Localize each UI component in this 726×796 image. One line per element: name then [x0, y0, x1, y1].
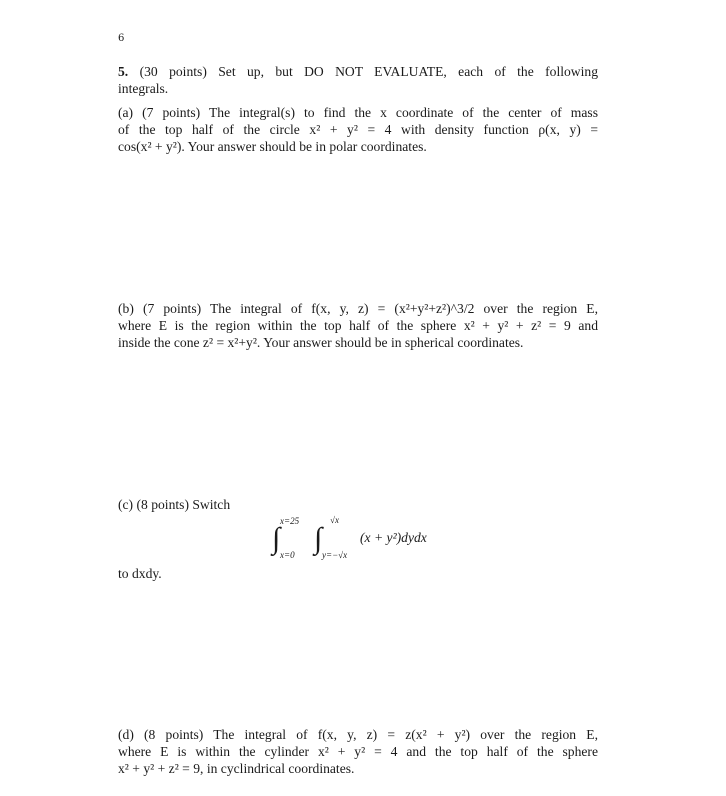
part-d — [118, 726, 598, 777]
problem-number: 5. — [118, 64, 129, 79]
part-d-line-3: x² + y² + z² = 9, in cyclindrical coordinates. — [118, 761, 355, 776]
part-d-line-1: (d) (8 points) The integral of f(x, y, z) = z(x² + y²) over the region E, — [118, 727, 598, 742]
part-c-intro — [118, 496, 598, 513]
part-a-line-1: (a) (7 points) The integral(s) to find the x coordinate of the center of mass — [118, 105, 598, 120]
inner-integral-sign: ∫ — [314, 522, 323, 555]
part-b-line-1: (b) (7 points) The integral of f(x, y, z) = (x²+y²+z²)^3/2 over the region E, — [118, 301, 598, 316]
part-d-line-2: where E is within the cylinder x² + y² = 4 and the top half of the sphere — [118, 744, 598, 759]
part-a-line-3: cos(x² + y²). Your answer should be in polar coordinates. — [118, 139, 427, 154]
part-c-line-2: to dxdy. — [118, 566, 162, 581]
part-b-line-3: inside the cone z² = x²+y². Your answer should be in spherical coordinates. — [118, 335, 524, 350]
part-c-outro — [118, 565, 598, 582]
part-a — [118, 104, 598, 155]
page-number: 6 — [118, 33, 125, 44]
outer-upper-limit: x=25 — [280, 516, 300, 526]
inner-lower-limit: y=−√x — [322, 550, 348, 560]
double-integral — [268, 512, 468, 564]
part-c-line-1: (c) (8 points) Switch — [118, 497, 231, 512]
problem-intro-line-1 — [118, 63, 598, 80]
part-b — [118, 300, 598, 351]
outer-integral-sign: ∫ — [272, 522, 281, 555]
part-b-line-2: where E is the region within the top half of the sphere x² + y² + z² = 9 and — [118, 318, 598, 333]
problem-intro-text: (30 points) Set up, but DO NOT EVALUATE, each of the following — [139, 64, 598, 79]
integrand: (x + y²)dydx — [360, 530, 427, 545]
problem-intro — [118, 63, 598, 97]
part-a-line-2: of the top half of the circle x² + y² = 4 with density function ρ(x, y) = — [118, 122, 598, 137]
outer-lower-limit: x=0 — [280, 550, 295, 560]
problem-intro-line-2: integrals. — [118, 81, 169, 96]
inner-upper-limit: √x — [330, 515, 339, 525]
